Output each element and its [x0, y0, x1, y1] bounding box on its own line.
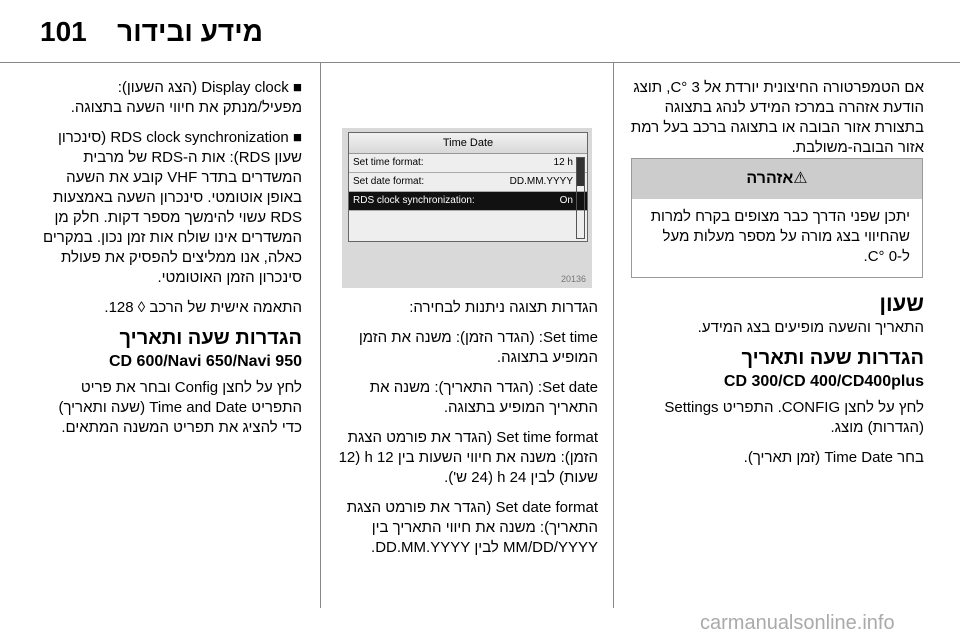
- display-row-date-format: [349, 173, 587, 192]
- display-row-value: On: [559, 195, 573, 206]
- display-menu: [348, 132, 588, 242]
- header-divider: [0, 62, 960, 63]
- customization-ref: התאמה אישית של הרכב ◊ 128.: [104, 299, 302, 316]
- rds-sync-item: ■ RDS clock synchronization (סינכרון שעון RDS): אות ה-RDS של מרבית המשדרים בתדר VHF קובע את השעה באופן אוטומטי. סינכרון השעה באמצעות RDS עשוי להימשך מספר דקות. חלק מן המשדרים אינו שולח אות זמן נכון. במקרים כאלה, אנו ממליצים להפסיק את פעולת סינכרון הזמן האוטומטי.: [43, 129, 302, 286]
- display-row-label: Set time format:: [353, 157, 424, 168]
- settings-heading: הגדרות שעה ותאריך: [741, 347, 924, 369]
- display-row-rds-sync: [349, 192, 587, 211]
- list-item: Set time: (הגדר הזמן): משנה את הזמן המופיע בתצוגה.: [358, 329, 598, 366]
- list-item: Set time format (הגדר את פורמט הצגת הזמן): משנה את חיווי השעות בין 12 h (12 שעות) לבין 24 h (24 ש').: [338, 429, 598, 486]
- column-divider-left: [320, 62, 321, 608]
- clock-heading: שעון: [879, 291, 924, 316]
- time-date-text: בחר Time Date (זמן תאריך).: [743, 449, 924, 466]
- display-row-label: RDS clock synchronization:: [353, 195, 475, 206]
- display-menu-title: Time Date: [349, 133, 587, 154]
- right-column: [628, 284, 924, 478]
- warning-title: ⚠אזהרה: [632, 159, 922, 199]
- temperature-note: אם הטמפרטורה החיצונית יורדת אל 3 °C, תוצג הודעת אזהרה במרכז המידע לנהג בתצוגה בתצורת אזור הבובה או בתצוגה ברכב בעל רמת אזור הבובה-משולבת.: [630, 79, 924, 156]
- display-row-value: 12 h: [553, 157, 573, 168]
- section-body: לחץ על לחצן Config ובחר את פריט התפריט Time and Date (שעה ותאריך) כדי להציג את תפריט המשנה המתאים.: [58, 379, 302, 436]
- warning-body: יתכן שפני הדרך כבר מצופים בקרח למרות שהחיווי בצג מורה על מספר מעלות מעל ל-0 °C.: [650, 208, 910, 265]
- image-code: 20136: [560, 274, 586, 284]
- display-clock-item: ■ Display clock (הצג השעון): מפעיל/מנתק את חיווי השעה בתצוגה.: [70, 79, 302, 116]
- display-scroll-thumb: [577, 158, 584, 186]
- section-heading: הגדרות שעה ותאריך: [119, 327, 302, 349]
- display-scrollbar: [576, 157, 585, 239]
- right-column-intro: [628, 78, 924, 168]
- display-row-label: Set date format:: [353, 176, 425, 187]
- display-row-time-format: [349, 154, 587, 173]
- display-screenshot: [342, 128, 592, 288]
- settings-text: לחץ על לחצן CONFIG. התפריט Settings (הגדרות) מוצג.: [664, 399, 924, 436]
- page-number: 101: [40, 16, 87, 47]
- clock-text: התאריך והשעה מופיעים בצג המידע.: [697, 319, 924, 336]
- column-divider-right: [613, 62, 614, 608]
- left-column: [36, 78, 302, 448]
- warning-box: [631, 158, 923, 278]
- watermark: carmanualsonline.info: [700, 612, 895, 634]
- section-subheading: CD 600/Navi 650/Navi 950: [108, 353, 302, 370]
- settings-subheading: CD 300/CD 400/CD400plus: [723, 373, 924, 390]
- middle-column: [336, 298, 598, 568]
- display-row-value: DD.MM.YYYY: [509, 176, 573, 187]
- page-title: מידע ובידור: [117, 16, 263, 47]
- list-item: Set date format (הגדר את פורמט הצגת התאריך): משנה את חיווי התאריך בין MM/DD/YYYY לבין DD.MM.YYYY.: [346, 499, 598, 556]
- list-item: Set date: (הגדר התאריך): משנה את התאריך המופיע בתצוגה.: [369, 379, 598, 416]
- middle-intro: הגדרות תצוגה ניתנות לבחירה:: [409, 299, 598, 316]
